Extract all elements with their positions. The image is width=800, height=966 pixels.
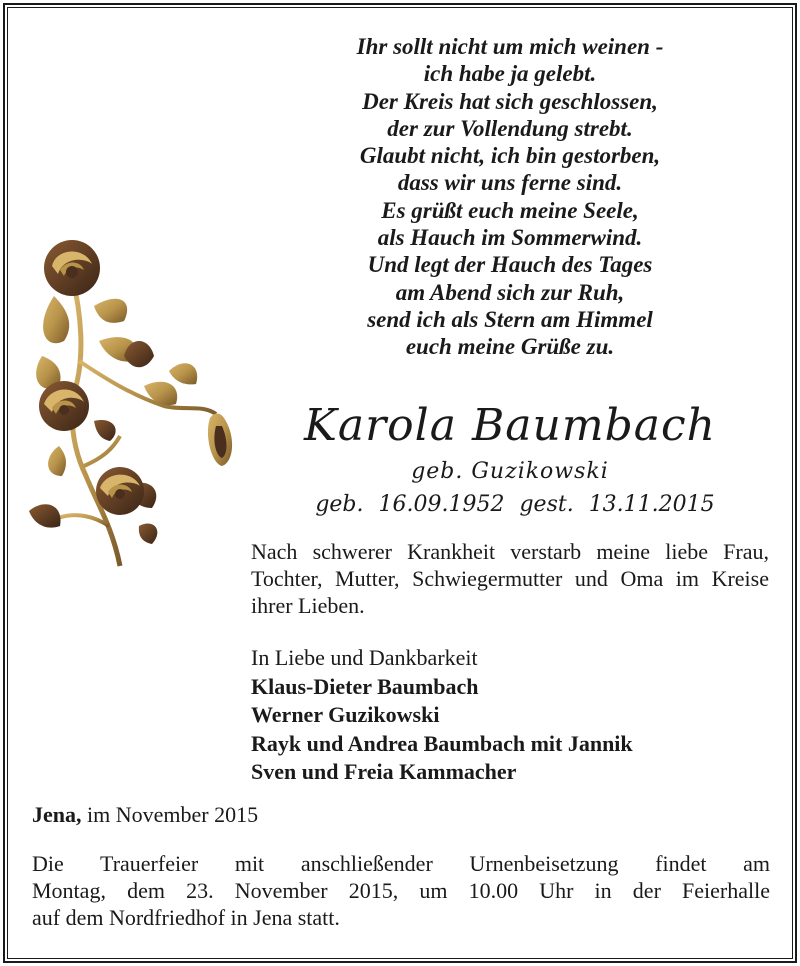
funeral-line: Die Trauerfeier mit anschließender Urnenbeisetzung findet am bbox=[32, 851, 770, 876]
poem-line: send ich als Stern am Himmel bbox=[367, 306, 653, 332]
poem-line: Und legt der Hauch des Tages bbox=[367, 252, 653, 278]
place-city: Jena, bbox=[32, 802, 82, 827]
signer-name: Sven und Freia Kammacher bbox=[251, 759, 517, 784]
poem-line: Der Kreis hat sich geschlossen, bbox=[362, 88, 658, 114]
poem-line: dass wir uns ferne sind. bbox=[397, 170, 623, 196]
poem bbox=[300, 33, 720, 361]
place-month: im November 2015 bbox=[87, 802, 259, 827]
funeral-line: auf dem Nordfriedhof in Jena statt. bbox=[32, 905, 340, 930]
place-date bbox=[32, 802, 258, 828]
poem-line: der zur Vollendung strebt. bbox=[387, 115, 633, 141]
roses-illustration bbox=[24, 236, 240, 576]
poem-line: am Abend sich zur Ruh, bbox=[395, 279, 625, 305]
life-dates bbox=[270, 492, 760, 517]
death-notice-text: Nach schwerer Krankheit verstarb meine liebe Frau, Tochter, Mutter, Schwiegermutter und Oma im Kreise ihrer Lieben. bbox=[251, 539, 769, 618]
funeral-info bbox=[32, 850, 770, 931]
poem-line: ich habe ja gelebt. bbox=[423, 61, 597, 87]
poem-line: Es grüßt euch meine Seele, bbox=[381, 197, 639, 223]
maiden-name: geb. Guzikowski bbox=[411, 459, 609, 484]
signer-name: Werner Guzikowski bbox=[251, 702, 440, 727]
poem-line: als Hauch im Sommerwind. bbox=[377, 225, 643, 251]
signer-name: Klaus-Dieter Baumbach bbox=[251, 673, 479, 699]
poem-line: Ihr sollt nicht um mich weinen - bbox=[356, 34, 664, 59]
poem-line: Glaubt nicht, ich bin gestorben, bbox=[359, 143, 661, 169]
funeral-line: Montag, dem 23. November 2015, um 10.00 Uhr in der Feierhalle bbox=[32, 878, 770, 903]
signers-intro: In Liebe und Dankbarkeit bbox=[251, 645, 478, 670]
birth-date: geb. 16.09.1952 bbox=[315, 492, 505, 517]
poem-line: euch meine Grüße zu. bbox=[405, 334, 615, 360]
death-date: gest. 13.11.2015 bbox=[519, 492, 715, 517]
signers bbox=[251, 644, 781, 787]
signer-name: Rayk und Andrea Baumbach mit Jannik bbox=[251, 730, 633, 756]
deceased-name: Karola Baumbach bbox=[304, 400, 716, 451]
